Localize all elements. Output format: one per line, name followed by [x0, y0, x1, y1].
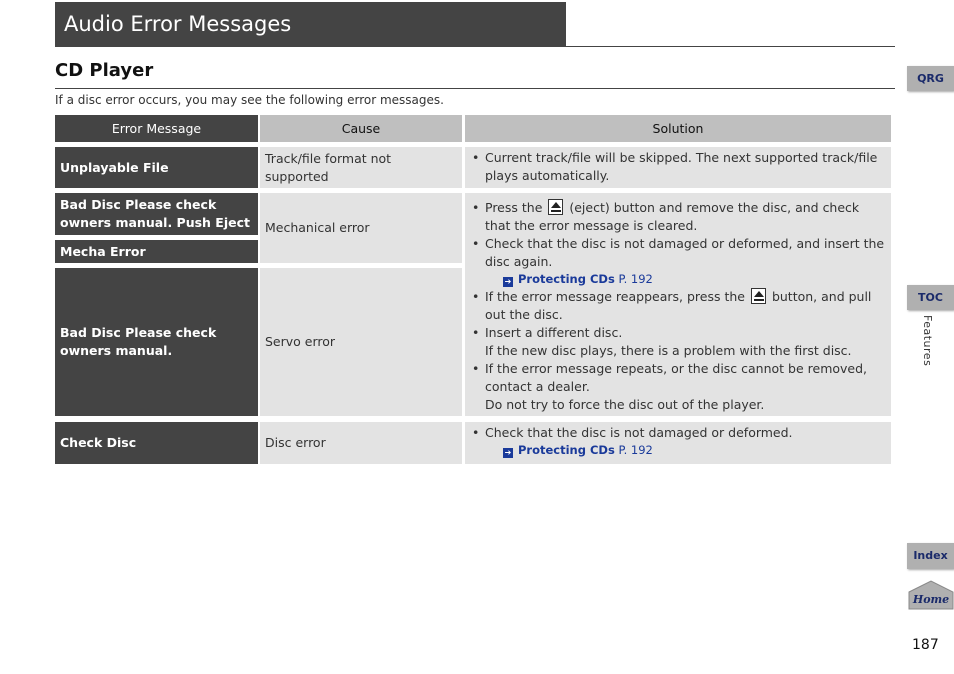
solution-cell: [465, 147, 891, 188]
reference-link[interactable]: Protecting CDs: [518, 272, 615, 286]
reference-arrow-icon: ➔: [504, 448, 512, 457]
cause-cell: Servo error: [260, 268, 462, 416]
page-title: Audio Error Messages: [55, 2, 566, 46]
section-tab-label: Features: [921, 315, 934, 367]
column-header-error-message: Error Message: [55, 115, 258, 142]
error-message-cell: Bad Disc Please check owners manual.: [55, 268, 258, 416]
reference-arrow-icon: ➔: [504, 277, 512, 286]
home-button[interactable]: [908, 580, 954, 610]
solution-text: (eject) button and remove the disc, and check that the error message is cleared.: [485, 200, 860, 233]
toc-button[interactable]: TOC: [907, 285, 954, 310]
solution-bullet: [469, 288, 885, 324]
cause-cell: Mechanical error: [260, 193, 462, 263]
cause-cell: Disc error: [260, 422, 462, 464]
qrg-button[interactable]: QRG: [907, 66, 954, 91]
solution-text: If the error message reappears, press the: [485, 289, 745, 304]
error-message-cell: Check Disc: [55, 422, 258, 464]
column-header-solution: Solution: [465, 115, 891, 142]
solution-bullet: • If the error message repeats, or the disc cannot be removed, contact a dealer.: [469, 360, 885, 396]
solution-bullet: • Current track/file will be skipped. The next supported track/file plays automatically.: [469, 149, 885, 185]
solution-cell: [465, 193, 891, 416]
error-message-cell: Bad Disc Please check owners manual. Push Eject: [55, 193, 258, 235]
cross-reference[interactable]: [469, 442, 885, 459]
error-message-cell: Mecha Error: [55, 240, 258, 263]
index-button[interactable]: Index: [907, 543, 954, 569]
home-icon: [908, 580, 954, 610]
home-label: Home: [912, 593, 950, 606]
reference-link[interactable]: Protecting CDs: [518, 443, 615, 457]
solution-text: button, and pull out the disc.: [485, 289, 872, 322]
eject-icon: [751, 288, 766, 304]
solution-bullet: • Insert a different disc.: [469, 324, 885, 342]
title-divider: [55, 46, 895, 47]
solution-note: Do not try to force the disc out of the player.: [485, 397, 765, 412]
solution-text: Press the: [485, 200, 543, 215]
reference-page[interactable]: P. 192: [618, 272, 653, 286]
error-message-cell: Unplayable File: [55, 147, 258, 188]
section-title: CD Player: [55, 60, 154, 81]
solution-cell: [465, 422, 891, 464]
solution-bullet: [469, 199, 885, 235]
solution-note: If the new disc plays, there is a problem with the first disc.: [485, 343, 852, 358]
eject-icon: [548, 199, 563, 215]
intro-text: If a disc error occurs, you may see the following error messages.: [55, 93, 444, 107]
solution-bullet: • Check that the disc is not damaged or deformed, and insert the disc again.: [469, 235, 885, 271]
reference-page[interactable]: P. 192: [618, 443, 653, 457]
column-header-cause: Cause: [260, 115, 462, 142]
solution-bullet: • Check that the disc is not damaged or deformed.: [469, 424, 885, 442]
page-number: 187: [912, 637, 939, 653]
section-divider: [55, 88, 895, 89]
cause-cell: Track/file format not supported: [260, 147, 462, 188]
cross-reference[interactable]: [469, 271, 885, 288]
